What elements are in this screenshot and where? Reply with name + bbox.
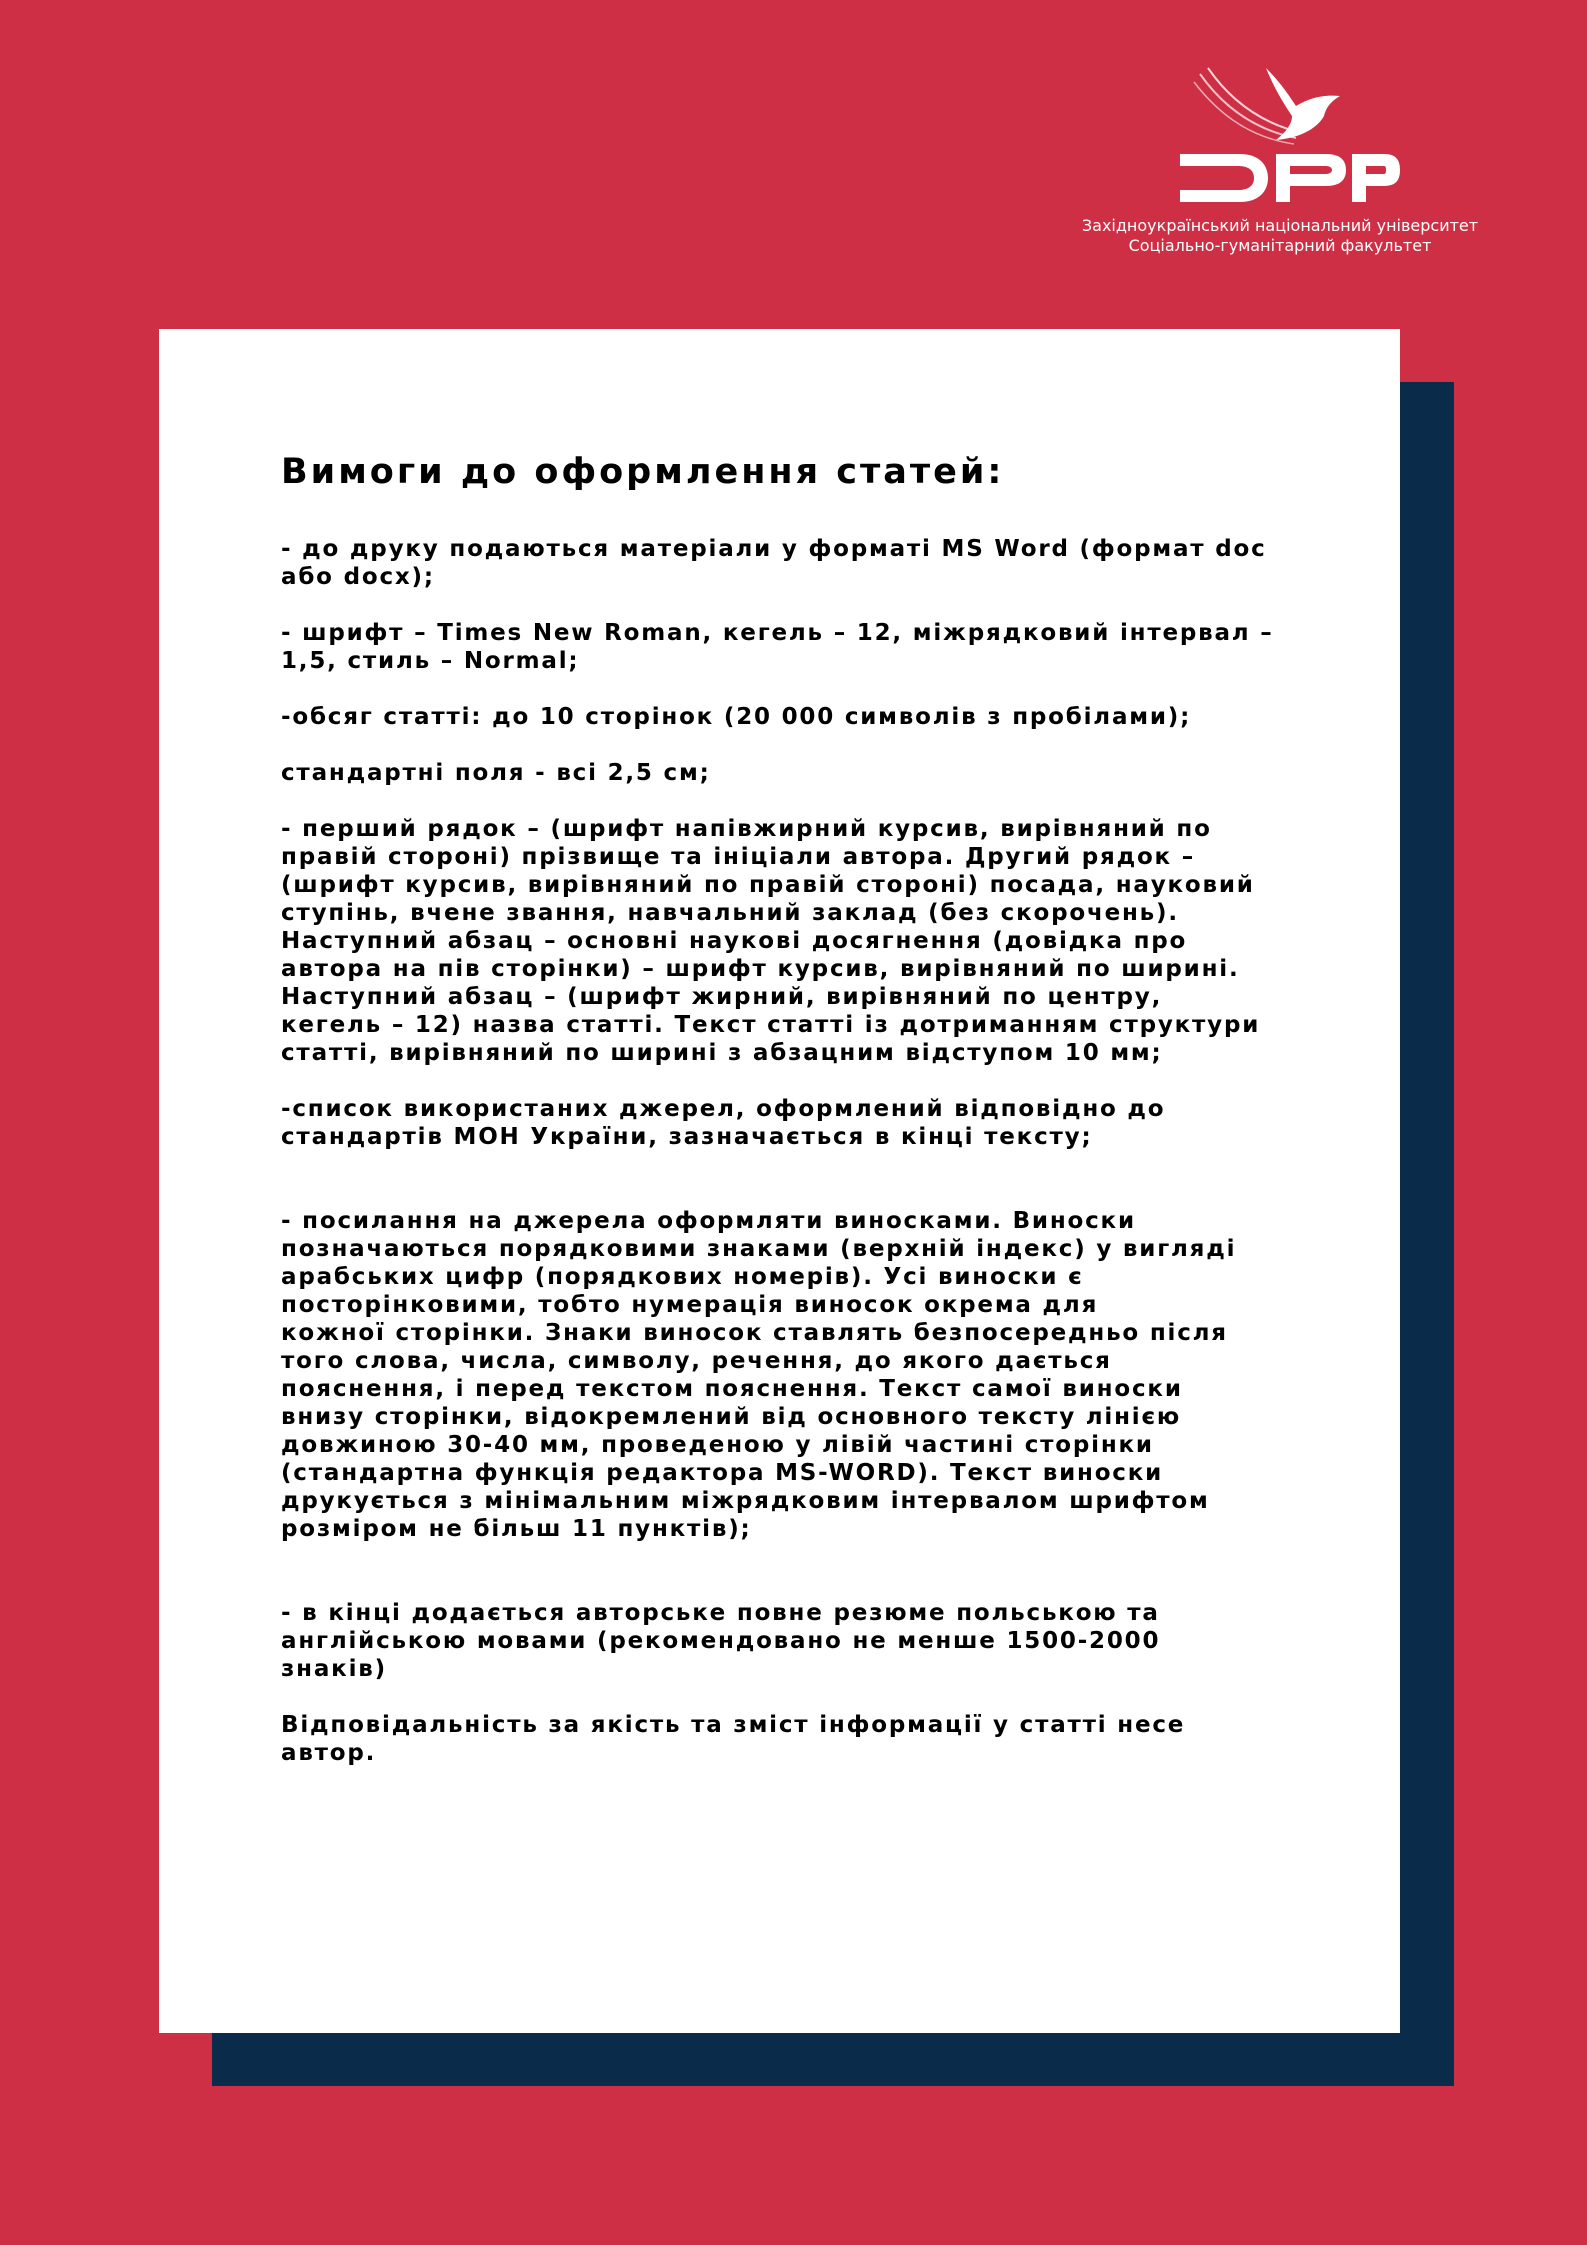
document-content [281,449,1341,1767]
faculty-logo [1050,60,1510,260]
responsibility-note: Відповідальність за якість та зміст інформації у статті несе автор. [281,1712,1186,1766]
dove-logo-icon [1180,60,1400,205]
requirement-structure: - перший рядок – (шрифт напівжирний курсив, вирівняний по правій стороні) прізвище та ініціали автора. Другий рядок – (шрифт курсив, вирівняний по правій стороні) посада, науковий ступінь, вчене звання, навчальний заклад (без скорочень). Наступний абзац – основні наукові досягнення (довідка про автора на пів сторінки) – шрифт курсив, вирівняний по ширині. Наступний абзац – (шрифт жирний, вирівняний по центру, кегель – 12) назва статті. Текст статті із дотриманням структури статті, вирівняний по ширині з абзацним відступом 10 мм; [281,816,1261,1066]
requirement-font: - шрифт – Times New Roman, кегель – 12, міжрядковий інтервал – 1,5, стиль – Normal; [281,620,1274,674]
requirement-volume: -обсяг статті: до 10 сторінок (20 000 символів з пробілами); [281,704,1192,730]
requirement-format: - до друку подаються матеріали у форматі MS Word (формат doc або docx); [281,536,1267,590]
requirement-margins: стандартні поля - всі 2,5 см; [281,760,711,786]
faculty-name: Соціально-гуманітарний факультет [1128,236,1432,255]
requirement-summary: - в кінці додається авторське повне резюме польською та англійською мовами (рекомендовано не менше 1500-2000 знаків) [281,1600,1161,1682]
requirement-references: -список використаних джерел, оформлений відповідно до стандартів МОН України, зазначається в кінці тексту; [281,1096,1166,1150]
document-title: Вимоги до оформлення статей: [281,452,1005,492]
logo-caption [1050,216,1510,256]
university-name: Західноукраїнський національний університет [1081,216,1479,235]
document-sheet [159,329,1400,2033]
requirement-footnotes: - посилання на джерела оформляти виносками. Виноски позначаються порядковими знаками (верхній індекс) у вигляді арабських цифр (порядкових номерів). Усі виноски є посторінковими, тобто нумерація виносок окрема для кожної сторінки. Знаки виносок ставлять безпосередньо після того слова, числа, символу, речення, до якого дається пояснення, і перед текстом пояснення. Текст самої виноски внизу сторінки, відокремлений від основного тексту лінією довжиною 30-40 мм, проведеною у лівій частині сторінки (стандартна функція редактора MS-WORD). Текст виноски друкується з мінімальним міжрядковим інтервалом шрифтом розміром не більш 11 пунктів); [281,1208,1237,1542]
